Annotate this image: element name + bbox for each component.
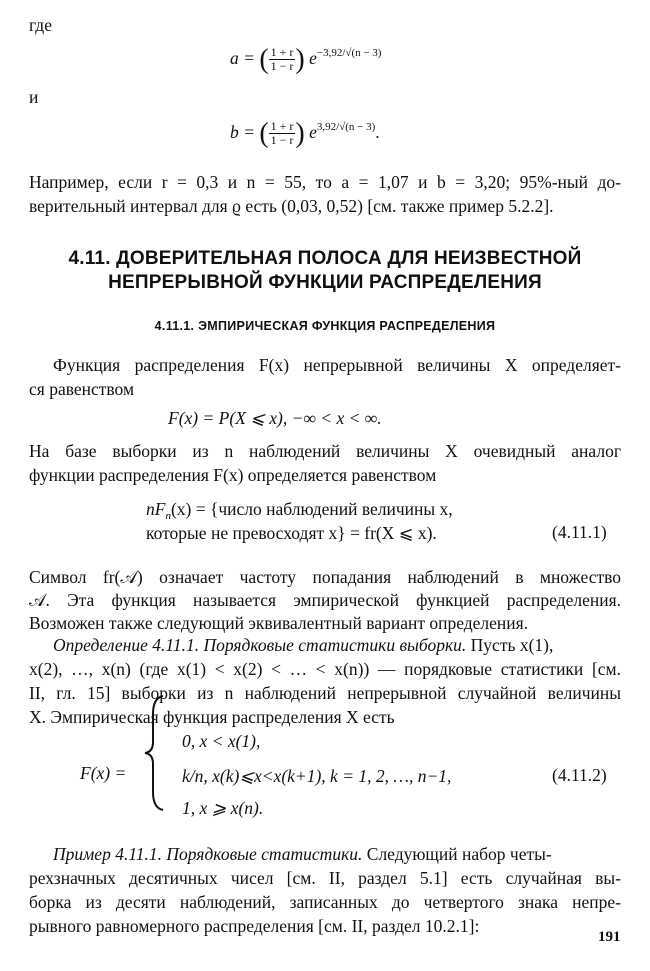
word-where: где: [29, 15, 52, 35]
paragraph-2-line-2: функции распределения F(x) определяется равенством: [29, 465, 437, 485]
example-line-2: верительный интервал для ϱ есть (0,03, 0,52) [см. также пример 5.2.2].: [29, 196, 554, 216]
paragraph-1-line-1: Функция распределения F(x) непрерывной величины X определяет-: [53, 355, 621, 375]
formula-a: a = ( $\frac{1 + r}{1 - r}$ ) $e^{-3,92/√(n - 3)}$: [230, 43, 382, 75]
definition-line-2: x(2), …, x(n) (где x(1) < x(2) < … < x(n)) — порядковые статистики [см.: [29, 659, 621, 679]
definition-line-3: II, гл. 15] выборки из n наблюдений непрерывной случайной величины: [29, 683, 621, 703]
paragraph-2-line-1: На базе выборки из n наблюдений величины X очевидный аналог: [29, 441, 621, 461]
example-4-11-1-line-3: борка из десяти наблюдений, записанных до четвертого знака непре-: [29, 892, 621, 912]
subsection-title: 4.11.1. ЭМПИРИЧЕСКАЯ ФУНКЦИЯ РАСПРЕДЕЛЕНИЯ: [154, 319, 496, 333]
equation-4-11-2-lhs: F(x) =: [80, 763, 127, 783]
equation-4-11-1-line-1: $nF_n(x)$ = {число наблюдений величины x,: [146, 499, 453, 522]
example-4-11-1-line-2: рехзначных десятичных чисел [см. II, раздел 5.1] есть случайная вы-: [29, 868, 621, 888]
formula-a-power: −3,92/√(n − 3): [316, 47, 382, 59]
equation-4-11-2-case-1: 0, x < x(1),: [182, 731, 261, 751]
formula-a-exp: e: [309, 48, 317, 68]
example-title: Пример 4.11.1. Порядковые статистики.: [53, 844, 363, 864]
page-number: 191: [598, 929, 621, 945]
section-title-line-2: НЕПРЕРЫВНОЙ ФУНКЦИИ РАСПРЕДЕЛЕНИЯ: [108, 272, 542, 293]
paragraph-3-line-1: Символ fr(𝒜) означает частоту попадания наблюдений в множество: [29, 567, 621, 587]
paragraph-3-line-3: Возможен также следующий эквивалентный вариант определения.: [29, 613, 529, 633]
definition-line-1: Определение 4.11.1. Порядковые статистики выборки. Пусть x(1),: [53, 635, 554, 655]
formula-a-lhs: a =: [230, 48, 255, 68]
paragraph-1-line-2: ся равенством: [29, 379, 135, 399]
example-4-11-1-line-4: рывного равномерного распределения [см. II, раздел 10.2.1]:: [29, 916, 480, 936]
equation-cdf: F(x) = P(X ⩽ x), −∞ < x < ∞.: [168, 408, 382, 428]
example-4-11-1-line-1: Пример 4.11.1. Порядковые статистики. Следующий набор четы-: [53, 844, 552, 864]
formula-b-power: 3,92/√(n − 3): [316, 121, 376, 133]
equation-number-4-11-2: (4.11.2): [552, 765, 607, 785]
left-brace: [143, 694, 167, 812]
formula-a-fraction: $\frac{1 + r}{1 - r}$: [270, 45, 294, 74]
section-title-line-1: 4.11. ДОВЕРИТЕЛЬНАЯ ПОЛОСА ДЛЯ НЕИЗВЕСТНОЙ: [68, 248, 582, 269]
example-line-1: Например, если r = 0,3 и n = 55, то a = 1,07 и b = 3,20; 95%-ный до-: [29, 172, 621, 192]
paragraph-3-line-2: 𝒜. Эта функция называется эмпирической функцией распределения.: [29, 590, 621, 610]
equation-4-11-2-case-3: 1, x ⩾ x(n).: [182, 798, 264, 818]
formula-b-lhs: b =: [230, 122, 255, 142]
equation-4-11-2-case-2: k/n, x(k)⩽x<x(k+1), k = 1, 2, …, n−1,: [182, 766, 452, 786]
definition-line-4: X. Эмпирическая функция распределения X есть: [29, 707, 395, 727]
word-and: и: [29, 87, 39, 107]
formula-b: b = ( $\frac{1 + r}{1 - r}$ ) $e^{3,92/√(n - 3)}$.: [230, 117, 380, 149]
equation-number-4-11-1: (4.11.1): [552, 522, 607, 542]
formula-b-exp: e: [309, 122, 317, 142]
equation-4-11-1-line-2: которые не превосходят x} = fr(X ⩽ x).: [146, 523, 437, 543]
definition-title: Определение 4.11.1. Порядковые статистики выборки.: [53, 635, 467, 655]
formula-b-fraction: $\frac{1 + r}{1 - r}$: [270, 119, 294, 148]
